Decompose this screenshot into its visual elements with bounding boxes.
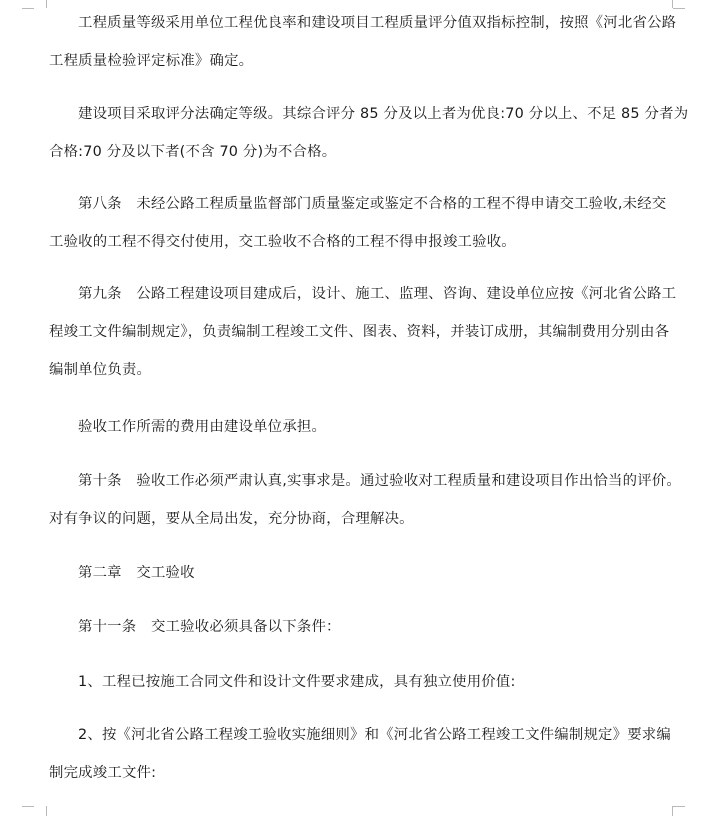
text-line: 合格:70 分及以下者(不含 70 分)为不合格。 [49, 144, 337, 160]
text-line: 第九条 公路工程建设项目建成后，设计、施工、监理、咨询、建设单位应按《河北省公路工 [78, 286, 677, 302]
page-corner-mark [22, 806, 34, 807]
text-line: 验收工作所需的费用由建设单位承担。 [78, 419, 327, 435]
text-line: 第十条 验收工作必须严肃认真,实事求是。通过验收对工程质量和建设项目作出恰当的评价。 [78, 473, 681, 489]
text-line: 工验收的工程不得交付使用，交工验收不合格的工程不得申报竣工验收。 [49, 234, 516, 250]
text-line: 程竣工文件编制规定》，负责编制工程竣工文件、图表、资料，并装订成册，其编制费用分别由各 [49, 324, 670, 340]
text-line: 1、工程已按施工合同文件和设计文件要求建成，具有独立使用价值: [78, 674, 516, 690]
list-item-condition-1 [49, 663, 675, 701]
text-line: 编制单位负责。 [49, 362, 152, 378]
paragraph-scoring-method [49, 95, 689, 171]
text-line: 2、按《河北省公路工程竣工验收实施细则》和《河北省公路工程竣工文件编制规定》要求编 [78, 727, 671, 743]
text-line: 工程质量等级采用单位工程优良率和建设项目工程质量评分值双指标控制，按照《河北省公路 [78, 15, 677, 31]
list-item-condition-2 [49, 716, 675, 792]
page-corner-mark [22, 8, 34, 9]
text-line: 对有争议的问题，要从全局出发，充分协商，合理解决。 [49, 511, 414, 527]
page-corner-mark [34, 0, 47, 8]
paragraph-acceptance-cost [49, 408, 675, 446]
page-corner-mark [672, 806, 685, 816]
chapter-heading [49, 554, 675, 592]
paragraph-article-9 [49, 275, 675, 389]
paragraph-article-10 [49, 462, 681, 538]
text-line: 第八条 未经公路工程质量监督部门质量鉴定或鉴定不合格的工程不得申请交工验收,未经交 [78, 196, 667, 212]
text-line: 制完成竣工文件: [49, 765, 157, 781]
text-line: 第十一条 交工验收必须具备以下条件： [78, 619, 341, 635]
text-line: 第二章 交工验收 [78, 565, 195, 581]
paragraph-quality-grade [49, 4, 675, 80]
page-corner-mark [34, 806, 47, 816]
page-corner-mark [673, 806, 685, 807]
paragraph-article-8 [49, 185, 675, 261]
paragraph-article-11 [49, 608, 675, 646]
text-line: 建设项目采取评分法确定等级。其综合评分 85 分及以上者为优良:70 分以上、不足 85 分者为 [78, 106, 689, 122]
text-line: 工程质量检验评定标准》确定。 [49, 53, 254, 69]
